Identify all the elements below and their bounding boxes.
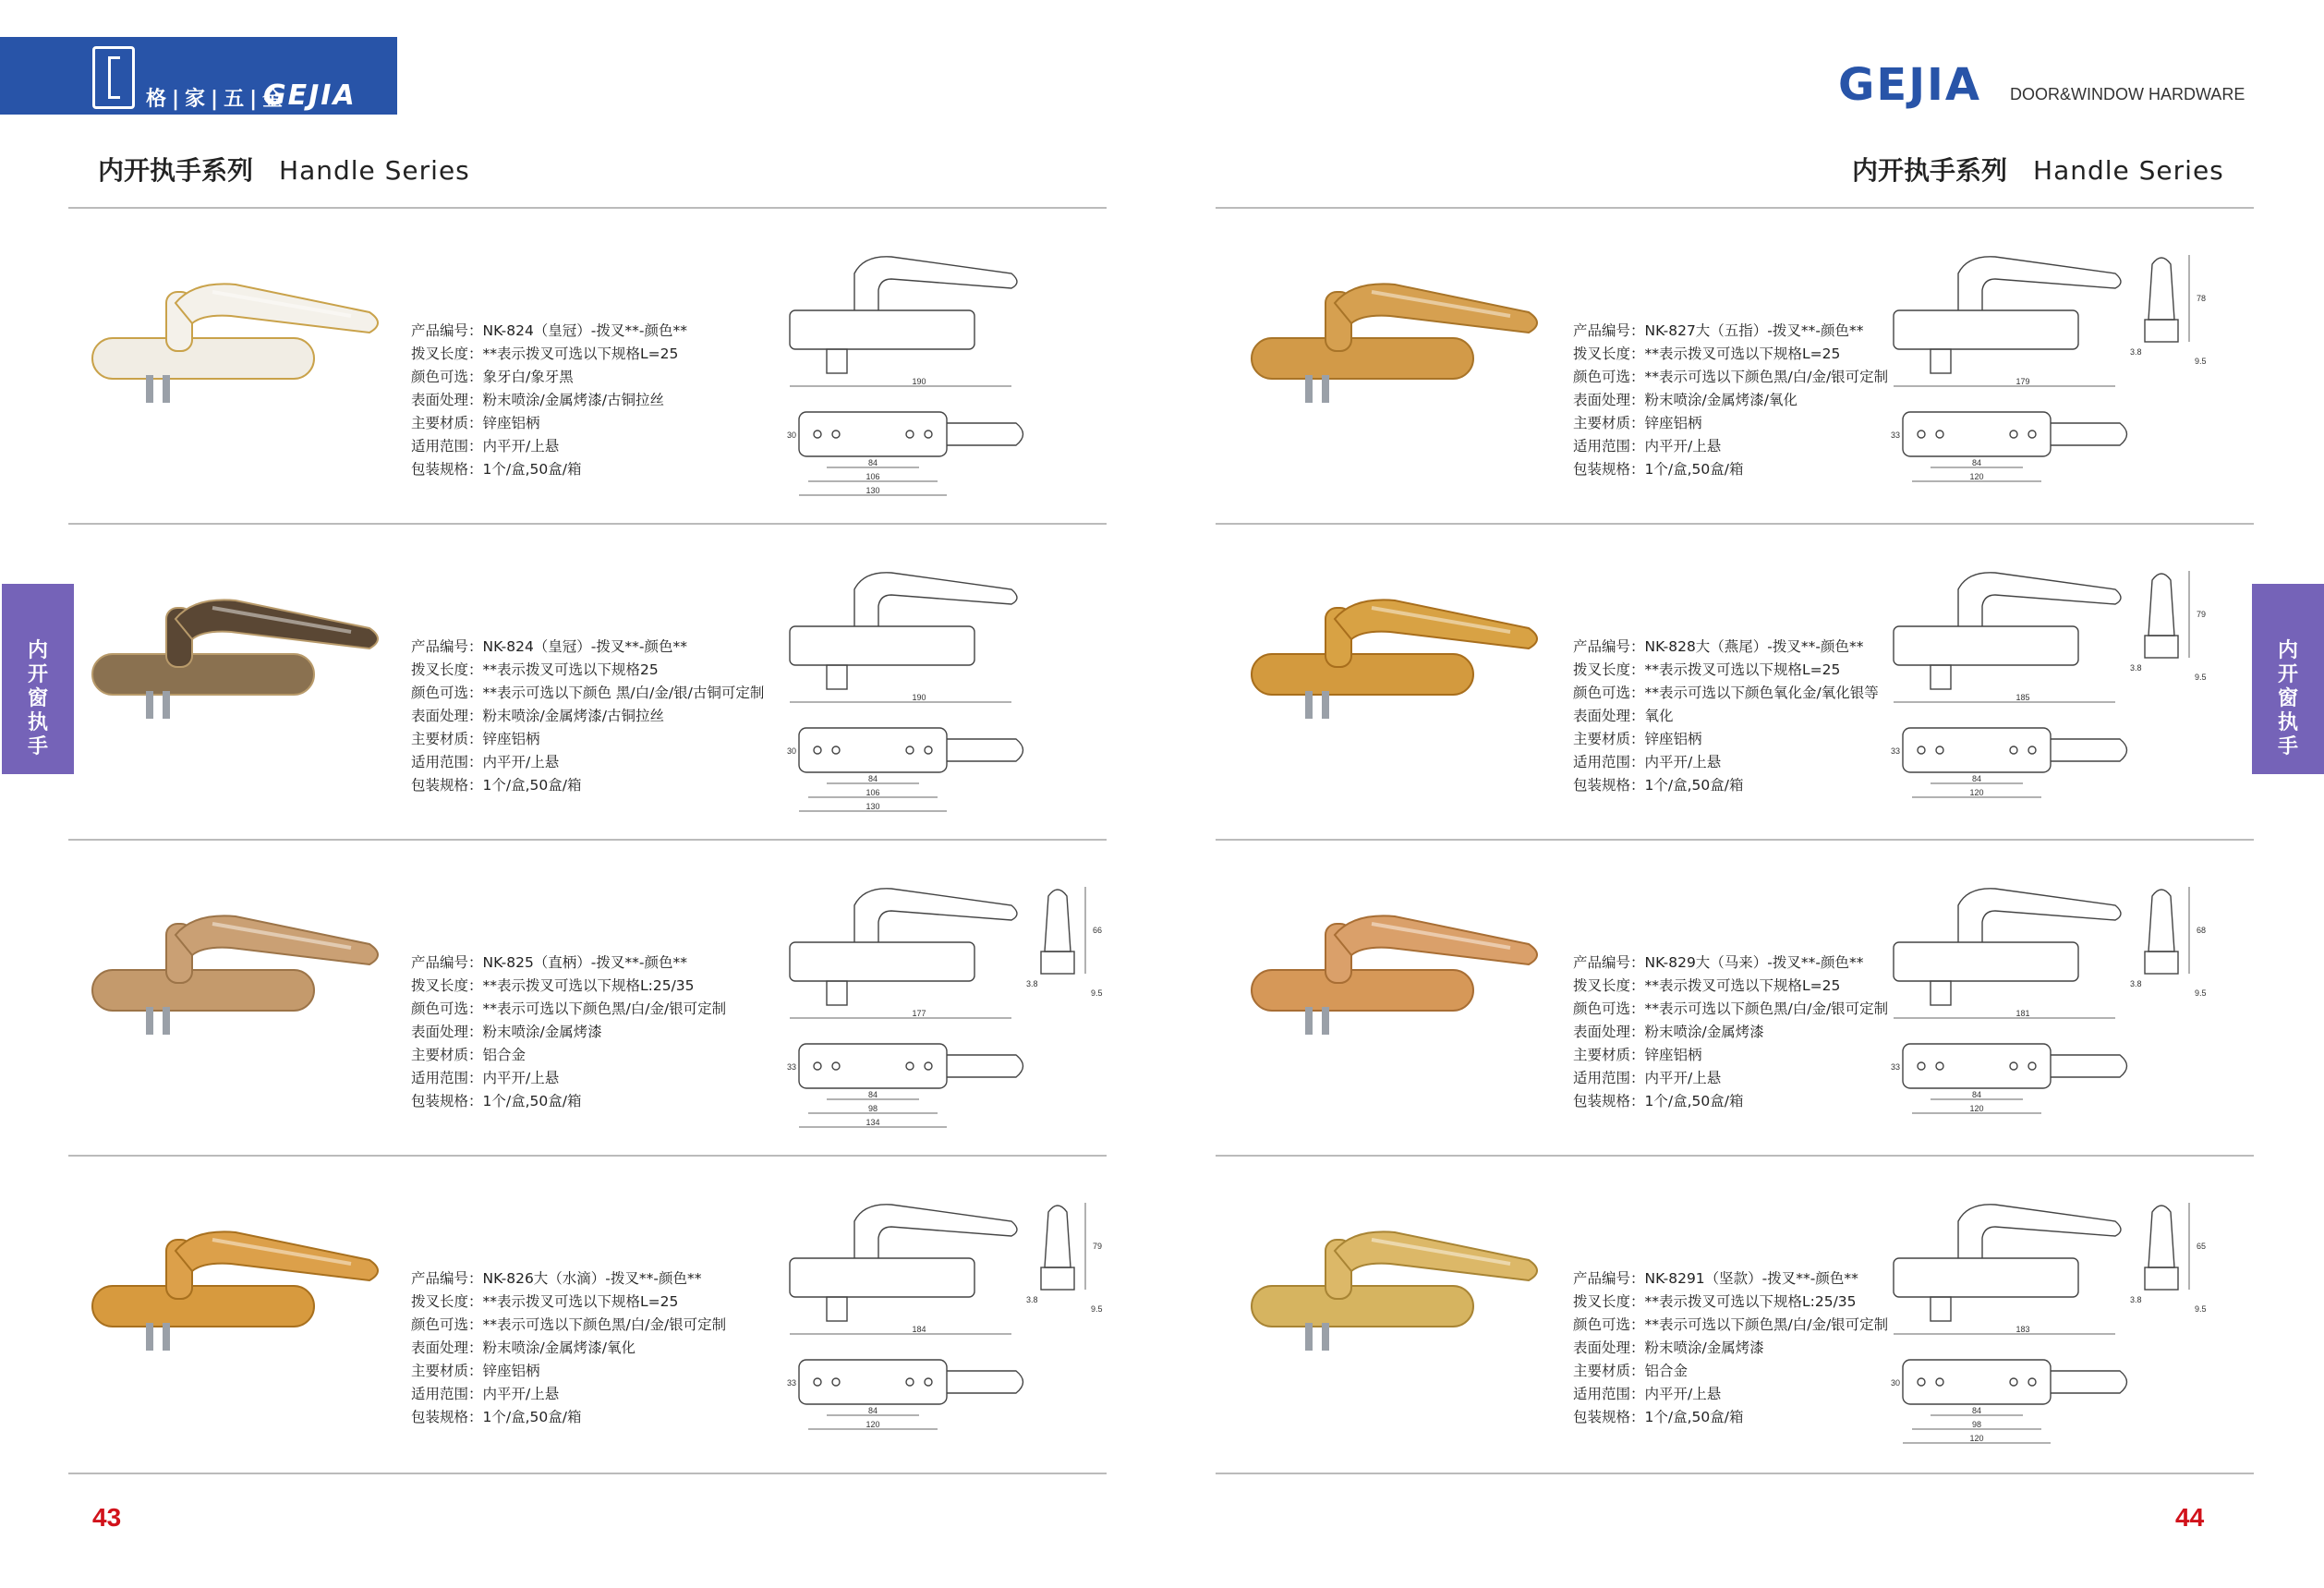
spec-line: 颜色可选：象牙白/象牙黑	[411, 369, 574, 385]
logo-subtitle: DOOR&WINDOW HARDWARE	[2010, 85, 2245, 103]
drawing-screw-hole-shape	[925, 430, 932, 438]
dimension-side-height-label: 78	[2197, 294, 2207, 303]
dimension-height-label: 30	[1890, 1378, 1901, 1388]
spec-line: 适用范围：内平开/上悬	[1573, 1070, 1722, 1086]
divider	[68, 1473, 1107, 1474]
drawing-side-lever-shape	[854, 573, 1017, 626]
spec-line: 颜色可选：**表示可选以下颜色黑/白/金/银可定制	[1573, 1316, 1889, 1333]
handle-base-shape	[1252, 970, 1473, 1011]
dimension-side-height-label: 79	[2197, 610, 2207, 619]
spec-line: 拨叉长度：**表示拨叉可选以下规格L=25	[1573, 345, 1841, 362]
series-title-cn: 内开执手系列	[98, 155, 254, 186]
series-title-left	[98, 151, 470, 188]
drawing-side-base-shape	[1894, 1258, 2078, 1297]
spec-line: 表面处理：粉末喷涂/金属烤漆/古铜拉丝	[411, 392, 664, 408]
drawing-side-lever-shape	[1958, 1205, 2121, 1258]
dimension-side-depth-label: 9.5	[2195, 357, 2207, 366]
spec-line: 主要材质：铝合金	[1573, 1363, 1689, 1379]
spec-line: 产品编号：NK-8291（坚款）-拨叉**-颜色**	[1573, 1270, 1858, 1287]
spec-line: 颜色可选：**表示可选以下颜色氧化金/氧化银等	[1573, 685, 1879, 701]
drawing-top-lever-shape	[947, 423, 1023, 445]
drawing-screw-hole-shape	[2010, 1378, 2017, 1386]
page-number-left: 43	[92, 1503, 122, 1532]
spec-line: 包装规格：1个/盒,50盒/箱	[411, 1409, 582, 1425]
technical-drawing	[1884, 562, 2235, 839]
drawing-side-base-shape	[790, 626, 974, 665]
spec-line: 拨叉长度：**表示拨叉可选以下规格L=25	[411, 345, 679, 362]
drawing-screw-hole-shape	[2010, 1062, 2017, 1070]
dimension-side-depth-label: 9.5	[2195, 673, 2207, 682]
dimension-d3-label: 134	[865, 1118, 880, 1127]
drawing-screw-hole-shape	[2010, 746, 2017, 754]
dimension-side-height-label: 65	[2197, 1242, 2207, 1251]
spec-line: 主要材质：铝合金	[411, 1047, 527, 1063]
spec-line: 表面处理：氧化	[1573, 708, 1674, 724]
dimension-length-label: 190	[912, 377, 926, 386]
dimension-side-width-label: 3.8	[1026, 979, 1038, 988]
drawing-end-base-shape	[1041, 1267, 1074, 1290]
product-spec	[411, 636, 764, 797]
dimension-d1-label: 84	[1971, 458, 1982, 467]
technical-drawing	[781, 1194, 1132, 1471]
spec-line: 主要材质：锌座铝柄	[1573, 415, 1702, 431]
spec-line: 颜色可选：**表示可选以下颜色黑/白/金/银可定制	[1573, 1000, 1889, 1017]
dimension-length-label: 179	[2015, 377, 2030, 386]
dimension-height-label: 33	[1890, 430, 1901, 440]
spindle-pin-shape	[163, 1323, 170, 1351]
drawing-end-base-shape	[2145, 636, 2178, 658]
product-spec	[411, 1267, 726, 1429]
handle-base-shape	[1252, 1286, 1473, 1327]
drawing-top-lever-shape	[2051, 739, 2127, 761]
spec-line: 产品编号：NK-827大（五指）-拨叉**-颜色**	[1573, 322, 1864, 339]
dimension-length-label: 183	[2015, 1325, 2030, 1334]
drawing-screw-hole-shape	[1918, 1378, 1925, 1386]
spec-line: 表面处理：粉末喷涂/金属烤漆	[411, 1024, 602, 1040]
spindle-pin-shape	[1322, 1007, 1329, 1035]
spec-line: 包装规格：1个/盒,50盒/箱	[411, 461, 582, 478]
technical-drawing	[781, 562, 1132, 839]
dimension-side-depth-label: 9.5	[2195, 1304, 2207, 1314]
dimension-side-depth-label: 9.5	[1091, 988, 1103, 998]
spindle-pin-shape	[146, 1323, 153, 1351]
drawing-screw-hole-shape	[832, 1062, 840, 1070]
product-photo	[1233, 1175, 1566, 1378]
drawing-end-view-shape	[2148, 890, 2174, 952]
spec-line: 包装规格：1个/盒,50盒/箱	[1573, 1093, 1744, 1109]
spec-line: 拨叉长度：**表示拨叉可选以下规格25	[411, 661, 659, 678]
series-title-en: Handle Series	[279, 155, 470, 186]
spec-line: 包装规格：1个/盒,50盒/箱	[411, 1093, 582, 1109]
spec-line: 颜色可选：**表示可选以下颜色 黑/白/金/银/古铜可定制	[411, 685, 765, 701]
drawing-top-lever-shape	[947, 1371, 1023, 1393]
side-tab-label: 内开窗执手	[27, 639, 48, 758]
drawing-spindle-shape	[1931, 1297, 1951, 1321]
drawing-screw-hole-shape	[906, 1378, 914, 1386]
dimension-height-label: 33	[786, 1378, 797, 1388]
dimension-d1-label: 84	[1971, 1090, 1982, 1099]
spindle-pin-shape	[163, 375, 170, 403]
drawing-spindle-shape	[827, 981, 847, 1005]
dimension-d2-label: 120	[1969, 1104, 1984, 1113]
drawing-screw-hole-shape	[1936, 1062, 1943, 1070]
dimension-length-label: 190	[912, 693, 926, 702]
series-title-cn: 内开执手系列	[1852, 155, 2008, 186]
handle-base-shape	[92, 654, 314, 695]
drawing-top-lever-shape	[2051, 1055, 2127, 1077]
page-number-right: 44	[2175, 1503, 2205, 1532]
spec-line: 拨叉长度：**表示拨叉可选以下规格L=25	[1573, 977, 1841, 994]
spindle-pin-shape	[1305, 1007, 1313, 1035]
product-photo	[74, 543, 406, 746]
spindle-pin-shape	[146, 1007, 153, 1035]
handle-lever-shape	[176, 1231, 378, 1280]
drawing-screw-hole-shape	[832, 746, 840, 754]
drawing-side-base-shape	[790, 310, 974, 349]
product-spec	[411, 320, 687, 481]
dimension-side-height-label: 66	[1093, 926, 1103, 935]
dimension-side-width-label: 3.8	[2130, 979, 2142, 988]
product-photo	[74, 227, 406, 430]
dimension-d1-label: 84	[867, 1090, 878, 1099]
drawing-screw-hole-shape	[832, 1378, 840, 1386]
handle-lever-shape	[1335, 600, 1537, 649]
drawing-end-view-shape	[2148, 258, 2174, 320]
spindle-pin-shape	[1322, 1323, 1329, 1351]
drawing-side-base-shape	[1894, 626, 2078, 665]
dimension-d1-label: 84	[1971, 1406, 1982, 1415]
spec-line: 适用范围：内平开/上悬	[1573, 754, 1722, 770]
dimension-length-label: 184	[912, 1325, 926, 1334]
spec-line: 拨叉长度：**表示拨叉可选以下规格L=25	[1573, 661, 1841, 678]
product-spec	[411, 952, 726, 1113]
dimension-d1-label: 84	[867, 458, 878, 467]
drawing-screw-hole-shape	[2028, 430, 2036, 438]
spec-line: 表面处理：粉末喷涂/金属烤漆	[1573, 1339, 1764, 1356]
spec-line: 表面处理：粉末喷涂/金属烤漆/氧化	[1573, 392, 1797, 408]
spec-line: 包装规格：1个/盒,50盒/箱	[1573, 461, 1744, 478]
handle-base-shape	[1252, 654, 1473, 695]
dimension-side-height-label: 79	[1093, 1242, 1103, 1251]
drawing-screw-hole-shape	[1918, 430, 1925, 438]
handle-base-shape	[1252, 338, 1473, 379]
spec-line: 主要材质：锌座铝柄	[411, 1363, 540, 1379]
dimension-d1-label: 84	[867, 774, 878, 783]
spec-line: 表面处理：粉末喷涂/金属烤漆/氧化	[411, 1339, 635, 1356]
spec-line: 主要材质：锌座铝柄	[1573, 731, 1702, 747]
drawing-screw-hole-shape	[814, 430, 821, 438]
drawing-top-lever-shape	[947, 739, 1023, 761]
drawing-side-lever-shape	[854, 1205, 1017, 1258]
divider	[68, 207, 1107, 209]
dimension-side-width-label: 3.8	[2130, 1295, 2142, 1304]
side-tab-right	[2252, 584, 2324, 774]
spindle-pin-shape	[1322, 691, 1329, 719]
drawing-side-lever-shape	[1958, 257, 2121, 310]
drawing-side-lever-shape	[1958, 889, 2121, 942]
spindle-pin-shape	[1305, 1323, 1313, 1351]
spec-line: 产品编号：NK-826大（水滴）-拨叉**-颜色**	[411, 1270, 702, 1287]
product-photo	[74, 859, 406, 1062]
drawing-side-base-shape	[1894, 942, 2078, 981]
handle-base-shape	[92, 338, 314, 379]
dimension-height-label: 33	[1890, 1062, 1901, 1072]
drawing-side-base-shape	[790, 1258, 974, 1297]
handle-lever-shape	[1335, 284, 1537, 333]
dimension-d3-label: 130	[865, 802, 880, 811]
drawing-end-base-shape	[2145, 1267, 2178, 1290]
drawing-screw-hole-shape	[1936, 746, 1943, 754]
dimension-d3-label: 130	[865, 486, 880, 495]
product-photo	[74, 1175, 406, 1378]
dimension-side-width-label: 3.8	[2130, 347, 2142, 357]
divider	[68, 839, 1107, 841]
drawing-screw-hole-shape	[2010, 430, 2017, 438]
technical-drawing	[781, 246, 1132, 523]
logo-chinese: 格|家|五|金	[146, 88, 289, 111]
drawing-screw-hole-shape	[1936, 1378, 1943, 1386]
handle-base-shape	[92, 1286, 314, 1327]
spec-line: 产品编号：NK-824（皇冠）-拨叉**-颜色**	[411, 638, 687, 655]
drawing-screw-hole-shape	[814, 1378, 821, 1386]
drawing-end-view-shape	[1045, 890, 1071, 952]
drawing-screw-hole-shape	[1918, 746, 1925, 754]
divider	[1216, 523, 2254, 525]
spec-line: 颜色可选：**表示可选以下颜色黑/白/金/银可定制	[411, 1316, 727, 1333]
spindle-pin-shape	[146, 375, 153, 403]
spec-line: 表面处理：粉末喷涂/金属烤漆	[1573, 1024, 1764, 1040]
spec-line: 颜色可选：**表示可选以下颜色黑/白/金/银可定制	[1573, 369, 1889, 385]
handle-lever-shape	[1335, 1231, 1537, 1280]
drawing-side-lever-shape	[854, 889, 1017, 942]
drawing-side-base-shape	[1894, 310, 2078, 349]
spec-line: 主要材质：锌座铝柄	[411, 415, 540, 431]
drawing-screw-hole-shape	[925, 1378, 932, 1386]
dimension-d1-label: 84	[867, 1406, 878, 1415]
spec-line: 适用范围：内平开/上悬	[411, 438, 560, 455]
spec-line: 产品编号：NK-828大（燕尾）-拨叉**-颜色**	[1573, 638, 1864, 655]
product-spec	[1573, 320, 1888, 481]
drawing-end-base-shape	[1041, 952, 1074, 974]
spec-line: 适用范围：内平开/上悬	[1573, 438, 1722, 455]
product-spec	[1573, 952, 1888, 1113]
drawing-screw-hole-shape	[1936, 430, 1943, 438]
dimension-side-depth-label: 9.5	[2195, 988, 2207, 998]
dimension-height-label: 30	[786, 430, 797, 440]
dimension-d2-label: 98	[1971, 1420, 1982, 1429]
product-spec	[1573, 636, 1879, 797]
technical-drawing	[1884, 878, 2235, 1155]
drawing-spindle-shape	[1931, 349, 1951, 373]
handle-lever-shape	[176, 915, 378, 964]
drawing-screw-hole-shape	[2028, 746, 2036, 754]
drawing-end-base-shape	[2145, 320, 2178, 342]
spec-line: 包装规格：1个/盒,50盒/箱	[411, 777, 582, 794]
drawing-screw-hole-shape	[906, 746, 914, 754]
brand-logo-left	[0, 37, 397, 115]
drawing-end-view-shape	[2148, 1206, 2174, 1267]
drawing-screw-hole-shape	[925, 746, 932, 754]
dimension-d2-label: 98	[867, 1104, 878, 1113]
spindle-pin-shape	[146, 691, 153, 719]
dimension-d2-label: 106	[865, 788, 880, 797]
logo-brand: GEJIA	[1838, 59, 1982, 111]
drawing-screw-hole-shape	[1918, 1062, 1925, 1070]
dimension-d3-label: 120	[1969, 1434, 1984, 1443]
drawing-spindle-shape	[827, 1297, 847, 1321]
dimension-d2-label: 120	[1969, 472, 1984, 481]
dimension-length-label: 177	[912, 1009, 926, 1018]
logo-english: GEJIA	[263, 79, 357, 112]
drawing-screw-hole-shape	[814, 1062, 821, 1070]
spindle-pin-shape	[163, 691, 170, 719]
dimension-d2-label: 120	[1969, 788, 1984, 797]
spec-line: 适用范围：内平开/上悬	[411, 1386, 560, 1402]
spec-line: 产品编号：NK-825（直柄）-拨叉**-颜色**	[411, 954, 687, 971]
spec-line: 表面处理：粉末喷涂/金属烤漆/古铜拉丝	[411, 708, 664, 724]
drawing-side-lever-shape	[854, 257, 1017, 310]
drawing-spindle-shape	[1931, 981, 1951, 1005]
product-photo	[1233, 543, 1566, 746]
divider	[1216, 1473, 2254, 1474]
drawing-screw-hole-shape	[2028, 1062, 2036, 1070]
spec-line: 拨叉长度：**表示拨叉可选以下规格L:25/35	[411, 977, 695, 994]
dimension-height-label: 33	[786, 1062, 797, 1072]
dimension-side-depth-label: 9.5	[1091, 1304, 1103, 1314]
drawing-screw-hole-shape	[906, 430, 914, 438]
side-tab-label: 内开窗执手	[2277, 639, 2298, 758]
drawing-end-view-shape	[1045, 1206, 1071, 1267]
handle-lever-shape	[1335, 915, 1537, 964]
spec-line: 拨叉长度：**表示拨叉可选以下规格L=25	[411, 1293, 679, 1310]
divider	[1216, 207, 2254, 209]
technical-drawing	[1884, 1194, 2235, 1471]
drawing-spindle-shape	[827, 665, 847, 689]
spec-line: 适用范围：内平开/上悬	[1573, 1386, 1722, 1402]
drawing-screw-hole-shape	[814, 746, 821, 754]
dimension-side-width-label: 3.8	[1026, 1295, 1038, 1304]
dimension-length-label: 185	[2015, 693, 2030, 702]
handle-base-shape	[92, 970, 314, 1011]
drawing-end-view-shape	[2148, 574, 2174, 636]
drawing-top-lever-shape	[947, 1055, 1023, 1077]
spec-line: 颜色可选：**表示可选以下颜色黑/白/金/银可定制	[411, 1000, 727, 1017]
dimension-side-height-label: 68	[2197, 926, 2207, 935]
series-title-en: Handle Series	[2033, 155, 2224, 186]
divider	[68, 523, 1107, 525]
dimension-height-label: 33	[1890, 746, 1901, 756]
divider	[68, 1155, 1107, 1157]
drawing-top-lever-shape	[2051, 1371, 2127, 1393]
spec-line: 产品编号：NK-824（皇冠）-拨叉**-颜色**	[411, 322, 687, 339]
spec-line: 产品编号：NK-829大（马来）-拨叉**-颜色**	[1573, 954, 1864, 971]
spec-line: 拨叉长度：**表示拨叉可选以下规格L:25/35	[1573, 1293, 1857, 1310]
dimension-d2-label: 106	[865, 472, 880, 481]
handle-lever-shape	[176, 284, 378, 333]
drawing-screw-hole-shape	[925, 1062, 932, 1070]
spec-line: 主要材质：锌座铝柄	[411, 731, 540, 747]
drawing-spindle-shape	[1931, 665, 1951, 689]
drawing-spindle-shape	[827, 349, 847, 373]
divider	[1216, 1155, 2254, 1157]
side-tab-left	[2, 584, 74, 774]
product-spec	[1573, 1267, 1888, 1429]
drawing-end-base-shape	[2145, 952, 2178, 974]
spec-line: 适用范围：内平开/上悬	[411, 754, 560, 770]
spec-line: 包装规格：1个/盒,50盒/箱	[1573, 1409, 1744, 1425]
dimension-length-label: 181	[2015, 1009, 2030, 1018]
spindle-pin-shape	[163, 1007, 170, 1035]
drawing-side-base-shape	[790, 942, 974, 981]
dimension-d2-label: 120	[865, 1420, 880, 1429]
dimension-d1-label: 84	[1971, 774, 1982, 783]
brand-logo-right	[1838, 59, 2272, 111]
drawing-top-lever-shape	[2051, 423, 2127, 445]
dimension-side-width-label: 3.8	[2130, 663, 2142, 673]
spindle-pin-shape	[1322, 375, 1329, 403]
spindle-pin-shape	[1305, 691, 1313, 719]
technical-drawing	[1884, 246, 2235, 523]
spec-line: 包装规格：1个/盒,50盒/箱	[1573, 777, 1744, 794]
product-photo	[1233, 859, 1566, 1062]
series-title-right	[1852, 151, 2224, 188]
divider	[1216, 839, 2254, 841]
handle-lever-shape	[176, 600, 378, 649]
spec-line: 主要材质：锌座铝柄	[1573, 1047, 1702, 1063]
dimension-height-label: 30	[786, 746, 797, 756]
drawing-screw-hole-shape	[906, 1062, 914, 1070]
technical-drawing	[781, 878, 1132, 1155]
logo-mark-icon	[92, 46, 135, 109]
drawing-side-lever-shape	[1958, 573, 2121, 626]
spec-line: 适用范围：内平开/上悬	[411, 1070, 560, 1086]
drawing-screw-hole-shape	[2028, 1378, 2036, 1386]
product-photo	[1233, 227, 1566, 430]
drawing-screw-hole-shape	[832, 430, 840, 438]
spindle-pin-shape	[1305, 375, 1313, 403]
